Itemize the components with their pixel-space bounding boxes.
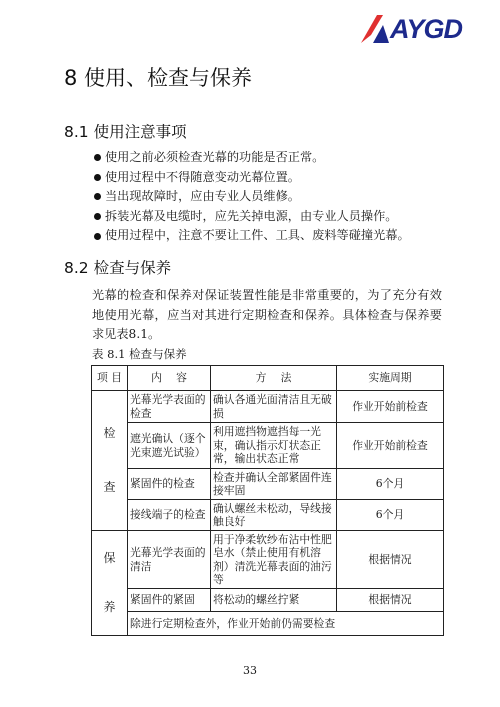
header-content: 内 容 <box>128 366 211 391</box>
usage-notes-list <box>94 148 410 246</box>
table-row <box>92 500 444 531</box>
brand-logo <box>359 14 462 44</box>
group-maintain-cell: 保 养 <box>92 531 128 636</box>
table-caption: 表 8.1 检查与保养 <box>92 347 187 361</box>
header-item: 项 目 <box>92 366 128 391</box>
row-content: 接线端子的检查 <box>128 500 211 531</box>
section-title-usage: 8.1 使用注意事项 <box>64 123 187 141</box>
row-period: 作业开始前检查 <box>337 423 444 469</box>
table-row <box>92 391 444 423</box>
inspection-table <box>91 365 444 636</box>
table-row <box>92 531 444 589</box>
logo-text: AYGD <box>389 13 462 44</box>
bullet-icon <box>94 213 101 220</box>
page-number: 33 <box>243 664 257 677</box>
bullet-icon <box>94 233 101 240</box>
list-item: 拆装光幕及电缆时，应先关掉电源，由专业人员操作。 <box>94 207 410 227</box>
row-method: 将松动的螺丝拧紧 <box>211 589 337 612</box>
header-method: 方 法 <box>211 366 337 391</box>
list-item: 当出现故障时，应由专业人员维修。 <box>94 187 410 207</box>
table-row <box>92 589 444 612</box>
table-row <box>92 423 444 469</box>
list-item: 使用过程中，注意不要让工件、工具、废料等碰撞光幕。 <box>94 226 410 246</box>
row-content: 紧固件的检查 <box>128 469 211 500</box>
bullet-icon <box>94 193 101 200</box>
table-header-row <box>92 366 444 391</box>
chapter-title: 8 使用、检查与保养 <box>64 66 253 90</box>
row-method: 检查并确认全部紧固件连接牢固 <box>211 469 337 500</box>
bullet-icon <box>94 154 101 161</box>
section-title-inspection: 8.2 检查与保养 <box>64 259 172 277</box>
row-content: 光幕光学表面的检查 <box>128 391 211 423</box>
row-period: 根据情况 <box>337 531 444 589</box>
row-content: 光幕光学表面的清洁 <box>128 531 211 589</box>
table-row <box>92 469 444 500</box>
row-method: 确认螺丝未松动，导线接触良好 <box>211 500 337 531</box>
row-period: 6个月 <box>337 469 444 500</box>
row-period: 根据情况 <box>337 589 444 612</box>
list-item: 使用过程中不得随意变动光幕位置。 <box>94 168 410 188</box>
inspection-paragraph: 光幕的检查和保养对保证装置性能是非常重要的，为了充分有效地使用光幕，应当对其进行定期检查和保养。具体检查与保养要求见表8.1。 <box>92 288 442 342</box>
bullet-icon <box>94 174 101 181</box>
row-period: 作业开始前检查 <box>337 391 444 423</box>
row-period: 6个月 <box>337 500 444 531</box>
table-note: 除进行定期检查外，作业开始前仍需要检查 <box>128 612 444 636</box>
row-method: 确认各通光面清洁且无破损 <box>211 391 337 423</box>
row-method: 用于净柔软纱布沾中性肥皂水（禁止使用有机溶剂）清洗光幕表面的油污等 <box>211 531 337 589</box>
row-method: 利用遮挡物遮挡每一光束，确认指示灯状态正常，输出状态正常 <box>211 423 337 469</box>
list-item: 使用之前必须检查光幕的功能是否正常。 <box>94 148 410 168</box>
group-inspect-cell: 检 查 <box>92 391 128 531</box>
header-period: 实施周期 <box>337 366 444 391</box>
row-content: 遮光确认（逐个光束遮光试验） <box>128 423 211 469</box>
table-row <box>92 612 444 636</box>
logo-arrow-icon <box>359 14 393 44</box>
row-content: 紧固件的紧固 <box>128 589 211 612</box>
